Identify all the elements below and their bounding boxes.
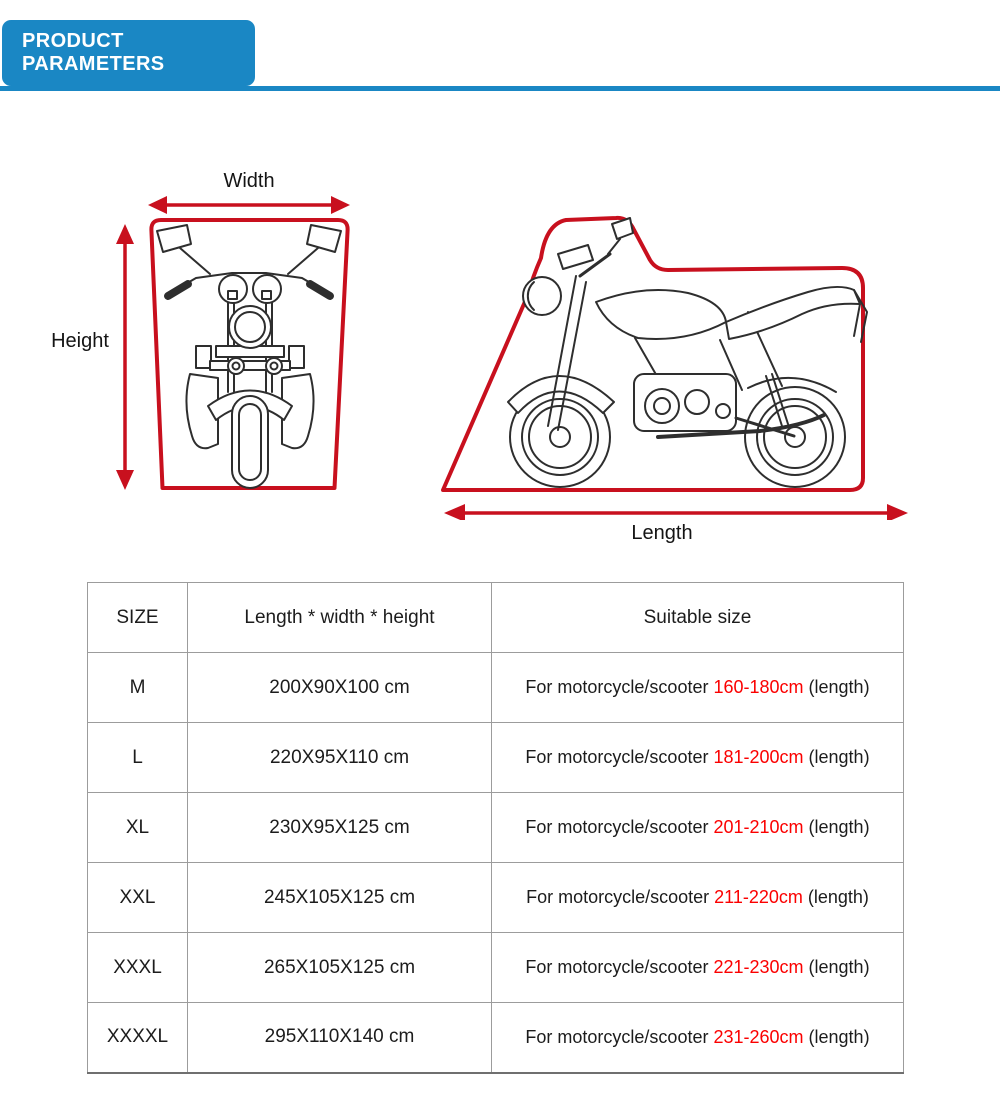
length-label: Length: [631, 522, 693, 544]
column-header-dimensions: Length * width * height: [188, 583, 492, 653]
size-table: [87, 582, 904, 1074]
height-arrow-icon: [116, 224, 134, 490]
table-row: [88, 1003, 904, 1073]
suitable-cell: [492, 723, 904, 793]
suitable-suffix: (length): [803, 1026, 870, 1047]
table-row: [88, 793, 904, 863]
table-row: [88, 723, 904, 793]
suitable-prefix: For motorcycle/scooter: [525, 1026, 714, 1047]
suitable-range: 201-210cm: [713, 817, 804, 837]
size-cell: XXXL: [88, 933, 188, 1003]
size-cell: L: [88, 723, 188, 793]
suitable-prefix: For motorcycle/scooter: [525, 677, 714, 697]
header-underline: [0, 86, 1000, 91]
table-row: [88, 653, 904, 723]
motorcycle-front-drawing: [157, 225, 341, 488]
size-cell: XXL: [88, 863, 188, 933]
size-cell: M: [88, 653, 188, 723]
length-arrow-icon: [444, 504, 908, 520]
section-title: PRODUCT PARAMETERS: [22, 30, 165, 75]
height-label: Height: [51, 330, 109, 352]
dimensions-cell: 265X105X125 cm: [188, 933, 492, 1003]
table-row: [88, 863, 904, 933]
section-header-tab: [2, 20, 255, 86]
suitable-range: 231-260cm: [713, 1026, 804, 1047]
suitable-cell: [492, 1003, 904, 1073]
suitable-range: 211-220cm: [714, 887, 803, 907]
suitable-prefix: For motorcycle/scooter: [525, 817, 714, 837]
motorcycle-side-drawing: [508, 218, 867, 487]
dimensions-cell: 200X90X100 cm: [188, 653, 492, 723]
suitable-cell: [492, 793, 904, 863]
size-cell: XL: [88, 793, 188, 863]
suitable-range: 181-200cm: [713, 747, 804, 767]
suitable-prefix: For motorcycle/scooter: [525, 957, 714, 977]
size-cell: XXXXL: [88, 1003, 188, 1073]
suitable-range: 160-180cm: [713, 677, 804, 697]
dimensions-cell: 245X105X125 cm: [188, 863, 492, 933]
suitable-range: 221-230cm: [713, 957, 804, 977]
table-header-row: [88, 583, 904, 653]
suitable-prefix: For motorcycle/scooter: [526, 887, 715, 907]
suitable-suffix: (length): [803, 817, 870, 837]
suitable-suffix: (length): [802, 887, 869, 907]
width-label: Width: [223, 170, 275, 192]
table-row: [88, 933, 904, 1003]
dimensions-cell: 220X95X110 cm: [188, 723, 492, 793]
width-arrow-icon: [148, 196, 350, 214]
side-view-diagram: [430, 190, 920, 520]
suitable-cell: [492, 653, 904, 723]
suitable-suffix: (length): [803, 957, 870, 977]
suitable-suffix: (length): [803, 747, 870, 767]
suitable-prefix: For motorcycle/scooter: [525, 747, 714, 767]
suitable-cell: [492, 863, 904, 933]
column-header-size: SIZE: [88, 583, 188, 653]
dimensions-cell: 295X110X140 cm: [188, 1003, 492, 1073]
dimensions-cell: 230X95X125 cm: [188, 793, 492, 863]
suitable-suffix: (length): [803, 677, 870, 697]
suitable-cell: [492, 933, 904, 1003]
column-header-suitable: Suitable size: [492, 583, 904, 653]
